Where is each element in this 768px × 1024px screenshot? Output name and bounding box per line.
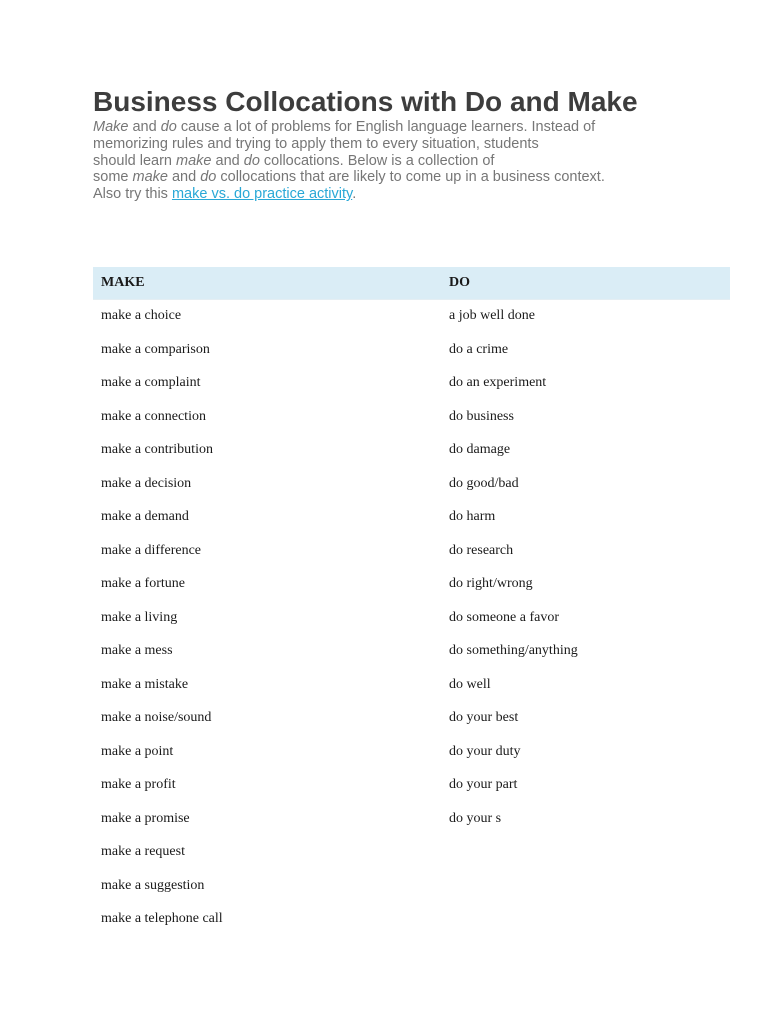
header-make: MAKE xyxy=(101,275,145,290)
practice-activity-link[interactable]: make vs. do practice activity xyxy=(171,186,353,203)
table-row xyxy=(93,501,730,535)
do-cell: do right/wrong xyxy=(449,576,533,591)
intro-word-do: do xyxy=(160,119,177,135)
table-row xyxy=(93,669,730,703)
intro-text: . xyxy=(352,186,357,203)
table-row xyxy=(93,367,730,401)
do-cell: do damage xyxy=(449,442,511,457)
make-cell: make a noise/sound xyxy=(101,710,212,725)
intro-line-2: memorizing rules and trying to apply them to every situation, students xyxy=(93,135,539,152)
make-cell: make a request xyxy=(101,844,185,859)
table-body xyxy=(93,300,730,937)
do-cell: do your duty xyxy=(449,743,521,759)
do-cell: do well xyxy=(449,676,491,692)
make-cell: make a fortune xyxy=(101,576,185,591)
table-row xyxy=(93,769,730,803)
header-do: DO xyxy=(449,275,470,290)
make-cell: make a promise xyxy=(101,810,190,826)
make-cell: make a complaint xyxy=(101,375,201,390)
intro-text: should learn xyxy=(93,152,177,169)
table-row xyxy=(93,434,730,468)
intro-text: and xyxy=(128,119,161,135)
do-cell: do an experiment xyxy=(449,375,547,390)
make-cell: make a suggestion xyxy=(101,877,205,893)
table-row xyxy=(93,803,730,837)
intro-word-make: make xyxy=(132,169,168,186)
make-cell: make a mess xyxy=(101,643,173,658)
table-row xyxy=(93,702,730,736)
make-cell: make a telephone call xyxy=(101,911,223,926)
do-cell: do business xyxy=(449,408,514,424)
do-cell: a job well done xyxy=(449,308,535,323)
intro-line-5 xyxy=(93,186,653,203)
intro-text: cause a lot of problems for English language learners. Instead of xyxy=(176,119,596,135)
make-cell: make a contribution xyxy=(101,442,213,457)
do-cell: do someone a favor xyxy=(449,609,560,625)
table-row xyxy=(93,300,730,334)
intro-line-3 xyxy=(93,153,653,170)
table-row xyxy=(93,870,730,904)
do-cell: do research xyxy=(449,542,514,558)
collocations-table xyxy=(93,267,730,937)
make-cell: make a decision xyxy=(101,475,192,491)
table-row xyxy=(93,836,730,870)
table-row xyxy=(93,468,730,502)
table-row xyxy=(93,568,730,602)
do-cell: do a crime xyxy=(449,341,509,357)
make-cell: make a demand xyxy=(101,509,189,524)
page-title: Business Collocations with Do and Make xyxy=(93,86,638,117)
table-row xyxy=(93,602,730,636)
table-row xyxy=(93,736,730,770)
do-cell: do your part xyxy=(449,777,518,792)
table-header xyxy=(93,267,730,300)
make-cell: make a difference xyxy=(101,542,202,558)
intro-word-make: make xyxy=(176,152,212,169)
make-cell: make a connection xyxy=(101,408,206,424)
do-cell: do your best xyxy=(449,710,519,725)
intro-paragraph xyxy=(93,119,653,203)
intro-text: and xyxy=(211,152,244,169)
make-cell: make a profit xyxy=(101,777,176,792)
table-row xyxy=(93,535,730,569)
intro-word-do: do xyxy=(243,152,260,169)
make-cell: make a point xyxy=(101,743,174,759)
make-cell: make a choice xyxy=(101,308,182,323)
intro-line-1 xyxy=(93,119,653,136)
make-cell: make a comparison xyxy=(101,341,210,357)
make-cell: make a mistake xyxy=(101,676,189,692)
table-row xyxy=(93,334,730,368)
intro-text: and xyxy=(167,169,201,186)
make-cell: make a living xyxy=(101,609,178,625)
table-row xyxy=(93,635,730,669)
do-cell: do harm xyxy=(449,509,496,524)
intro-text: Also try this xyxy=(93,186,172,203)
intro-text: some xyxy=(93,169,133,186)
do-cell: do something/anything xyxy=(449,643,578,658)
table-row xyxy=(93,903,730,937)
intro-word-make: Make xyxy=(93,119,129,135)
table-row xyxy=(93,401,730,435)
intro-text: collocations that are likely to come up in a business context. xyxy=(216,169,605,186)
intro-text: collocations. Below is a collection of xyxy=(259,152,495,169)
do-cell: do your s xyxy=(449,810,502,826)
intro-word-do: do xyxy=(200,169,217,186)
do-cell: do good/bad xyxy=(449,475,519,491)
intro-line-4 xyxy=(93,169,653,186)
